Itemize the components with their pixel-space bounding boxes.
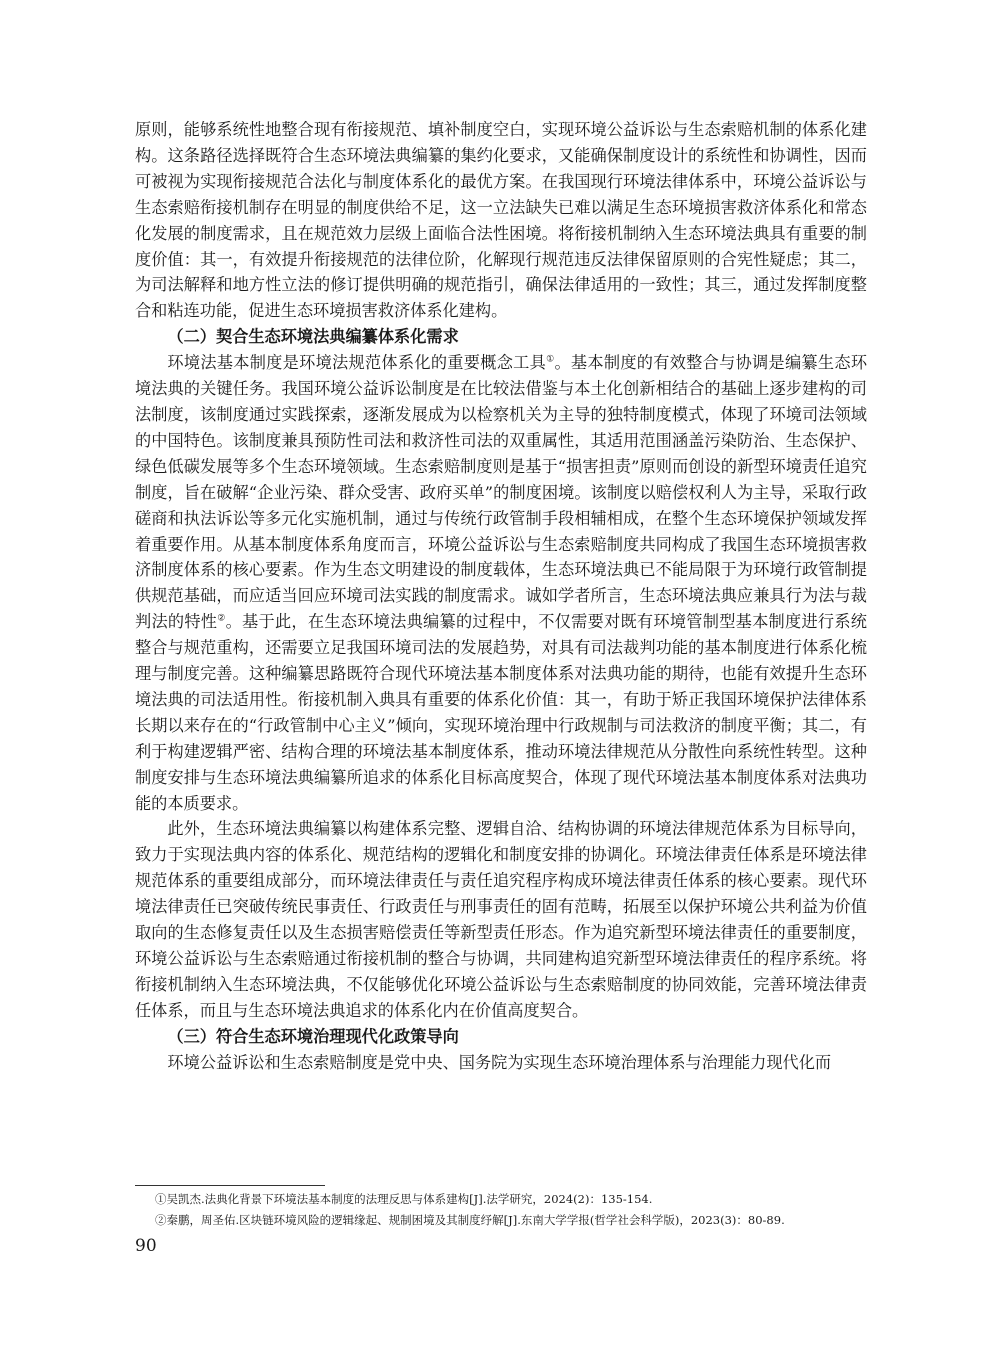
section-heading-2: （二）契合生态环境法典编纂体系化需求 — [167, 327, 459, 347]
page-number: 90 — [135, 1236, 157, 1256]
footnote-divider — [135, 1185, 325, 1186]
footnote-2: ②秦鹏，周圣佑.区块链环境风险的逻辑缘起、规制困境及其制度纾解[J].东南大学学报(哲学社会科学版)，2023(3)：80-89. — [155, 1213, 785, 1227]
footnote-1: ①吴凯杰.法典化背景下环境法基本制度的法理反思与体系建构[J].法学研究，2024(2)：135-154. — [155, 1192, 653, 1206]
body-text — [135, 117, 867, 1076]
footnotes — [155, 1189, 867, 1231]
paragraph-text: 。基于此，在生态环境法典编纂的过程中，不仅需要对既有环境管制型基本制度进行系统整合与规范重构，还需要立足我国环境司法的发展趋势，对具有司法裁判功能的基本制度进行体系化梳理与制度完善。这种编纂思路既符合现代环境法基本制度体系对法典功能的期待，也能有效提升生态环境法典的司法适用性。衔接机制入典具有重要的体系化价值：其一，有助于矫正我国环境保护法律体系长期以来存在的“行政管制中心主义”倾向，实现环境治理中行政规制与司法救济的制度平衡；其二，有利于构建逻辑严密、结构合理的环境法基本制度体系，推动环境法律规范从分散性向系统性转型。这种制度安排与生态环境法典编纂所追求的体系化目标高度契合，体现了现代环境法基本制度体系对法典功能的本质要求。 — [135, 612, 867, 813]
footnote-marker-2[interactable]: ② — [217, 613, 226, 624]
paragraph-continued: 原则，能够系统性地整合现有衔接规范、填补制度空白，实现环境公益诉讼与生态索赔机制的体系化建构。这条路径选择既符合生态环境法典编纂的集约化要求，又能确保制度设计的系统性和协调性，因而可被视为实现衔接规范合法化与制度体系化的最优方案。在我国现行环境法律体系中，环境公益诉讼与生态索赔衔接机制存在明显的制度供给不足，这一立法缺失已难以满足生态环境损害救济体系化和常态化发展的制度需求，且在规范效力层级上面临合法性困境。将衔接机制纳入生态环境法典具有重要的制度价值：其一，有效提升衔接规范的法律位阶，化解现行规范违反法律保留原则的合宪性疑虑；其二，为司法解释和地方性立法的修订提供明确的规范指引，确保法律适用的一致性；其三，通过发挥制度整合和粘连功能，促进生态环境损害救济体系化建构。 — [135, 120, 867, 321]
paragraph — [135, 350, 867, 816]
section-heading-3: （三）符合生态环境治理现代化政策导向 — [167, 1026, 459, 1046]
paragraph-text: 环境法基本制度是环境法规范体系化的重要概念工具 — [167, 353, 547, 373]
paragraph: 环境公益诉讼和生态索赔制度是党中央、国务院为实现生态环境治理体系与治理能力现代化而 — [167, 1052, 832, 1072]
paragraph-text: 。基本制度的有效整合与协调是编纂生态环境法典的关键任务。我国环境公益诉讼制度是在比较法借鉴与本土化创新相结合的基础上逐步建构的司法制度，该制度通过实践探索，逐渐发展成为以检察机关为主导的独特制度模式，体现了环境司法领域的中国特色。该制度兼具预防性司法和救济性司法的双重属性，其适用范围涵盖污染防治、生态保护、绿色低碳发展等多个生态环境领域。生态索赔制度则是基于“损害担责”原则而创设的新型环境责任追究制度，旨在破解“企业污染、群众受害、政府买单”的制度困境。该制度以赔偿权利人为主导，采取行政磋商和执法诉讼等多元化实施机制，通过与传统行政管制手段相辅相成，在整个生态环境保护领域发挥着重要作用。从基本制度体系角度而言，环境公益诉讼与生态索赔制度共同构成了我国生态环境损害救济制度体系的核心要素。作为生态文明建设的制度载体，生态环境法典已不能局限于为环境行政管制提供规范基础，而应适当回应环境司法实践的制度需求。诚如学者所言，生态环境法典应兼具行为法与裁判法的特性 — [135, 353, 868, 632]
footnote-marker-1[interactable]: ① — [546, 354, 555, 365]
paragraph: 此外，生态环境法典编纂以构建体系完整、逻辑自洽、结构协调的环境法律规范体系为目标导向，致力于实现法典内容的体系化、规范结构的逻辑化和制度安排的协调化。环境法律责任体系是环境法律规范体系的重要组成部分，而环境法律责任与责任追究程序构成环境法律责任体系的核心要素。现代环境法律责任已突破传统民事责任、行政责任与刑事责任的固有范畴，拓展至以保护环境公共利益为价值取向的生态修复责任以及生态损害赔偿责任等新型责任形态。作为追究新型环境法律责任的重要制度，环境公益诉讼与生态索赔通过衔接机制的整合与协调，共同建构追究新型环境法律责任的程序系统。将衔接机制纳入生态环境法典，不仅能够优化环境公益诉讼与生态索赔制度的协同效能，完善环境法律责任体系，而且与生态环境法典追求的体系化内在价值高度契合。 — [135, 819, 867, 1020]
